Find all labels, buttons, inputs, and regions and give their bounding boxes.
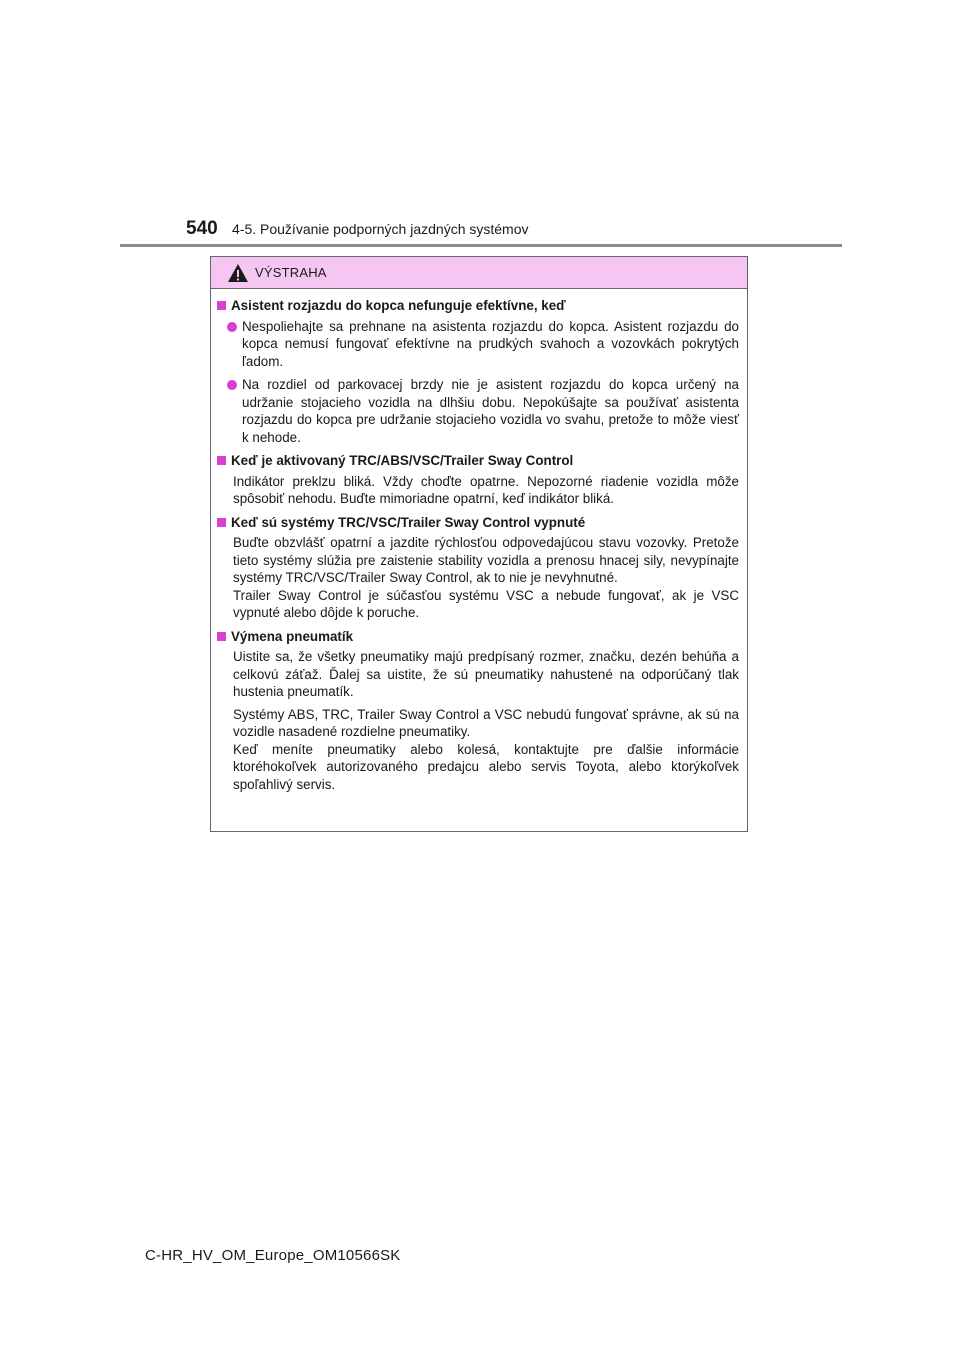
paragraph [217, 648, 739, 701]
section-heading [217, 628, 739, 646]
circle-bullet-icon [227, 322, 237, 332]
bullet-item [217, 318, 739, 371]
warning-box [210, 256, 748, 832]
section-heading [217, 297, 739, 315]
paragraph-line: Keď meníte pneumatiky alebo kolesá, kontaktujte pre ďalšie informácie ktoréhokoľvek autorizovaného predajcu alebo servis Toyota, alebo ktorýkoľvek spoľahlivý servis. [233, 741, 739, 792]
warning-header [211, 257, 747, 289]
section-heading-text: Asistent rozjazdu do kopca nefunguje efektívne, keď [231, 298, 566, 313]
paragraph-line: Buďte obzvlášť opatrní a jazdite rýchlosťou odpovedajúcou stavu vozovky. Pretože tieto systémy slúžia pre zaistenie stability vozidla a prenosu hnacej sily, nevypínajte systémy TRC/VSC/Trailer Sway Control, ak to nie je nevyhnutné. [233, 535, 739, 585]
paragraph-line: Systémy ABS, TRC, Trailer Sway Control a VSC nebudú fungovať správne, ak sú na vozidle nasadené rozdielne pneumatiky. [233, 706, 739, 739]
page-number: 540 [186, 218, 218, 239]
section-heading-text: Výmena pneumatík [231, 628, 354, 644]
header-rule [120, 244, 842, 247]
square-bullet-icon [217, 301, 226, 310]
section-title: 4-5. Používanie podporných jazdných systémov [232, 221, 529, 237]
warning-section [217, 628, 739, 794]
square-bullet-icon [217, 456, 226, 465]
bullet-text: Nespoliehajte sa prehnane na asistenta rozjazdu do kopca. Asistent rozjazdu do kopca nemusí fungovať efektívne na prudkých svahoch a vozovkách pokrytých ľadom. [242, 318, 739, 369]
warning-section [217, 452, 739, 508]
paragraph [217, 473, 739, 508]
square-bullet-icon [217, 632, 226, 641]
bullet-item [217, 376, 739, 446]
paragraph-line: Uistite sa, že všetky pneumatiky majú predpísaný rozmer, značku, dezén behúňa a celkovú záťaž. Ďalej sa uistite, že sú pneumatiky nahustené na odporúčaný tlak hustenia pneumatík. [233, 649, 739, 699]
document-code: C-HR_HV_OM_Europe_OM10566SK [145, 1247, 401, 1264]
bullet-text: Na rozdiel od parkovacej brzdy nie je asistent rozjazdu do kopca určený na udržanie stojacieho vozidla na dlhšiu dobu. Nepokúšajte sa používať asistenta rozjazdu do kopca pre udržanie stojacieho vozidla vo svahu, pretože to môže viesť k nehode. [242, 377, 739, 445]
section-heading-text: Keď je aktivovaný TRC/ABS/VSC/Trailer Sway Control [231, 453, 574, 468]
warning-section [217, 514, 739, 622]
paragraph-line: Trailer Sway Control je súčasťou systému VSC a nebude fungovať, ak je VSC vypnuté alebo dôjde k poruche. [233, 587, 739, 620]
circle-bullet-icon [227, 380, 237, 390]
section-heading-text: Keď sú systémy TRC/VSC/Trailer Sway Control vypnuté [231, 514, 586, 530]
paragraph-line: Indikátor preklzu bliká. Vždy choďte opatrne. Nepozorné riadenie vozidla môže spôsobiť nehodu. Buďte mimoriadne opatrní, keď indikátor bliká. [233, 473, 739, 506]
square-bullet-icon [217, 518, 226, 527]
warning-triangle-icon [227, 263, 249, 283]
section-heading [217, 514, 739, 532]
paragraph [217, 706, 739, 794]
section-heading [217, 452, 739, 470]
paragraph [217, 534, 739, 622]
page-header [186, 218, 846, 246]
warning-body [211, 289, 747, 793]
warning-section [217, 297, 739, 446]
warning-label: VÝSTRAHA [255, 265, 327, 280]
